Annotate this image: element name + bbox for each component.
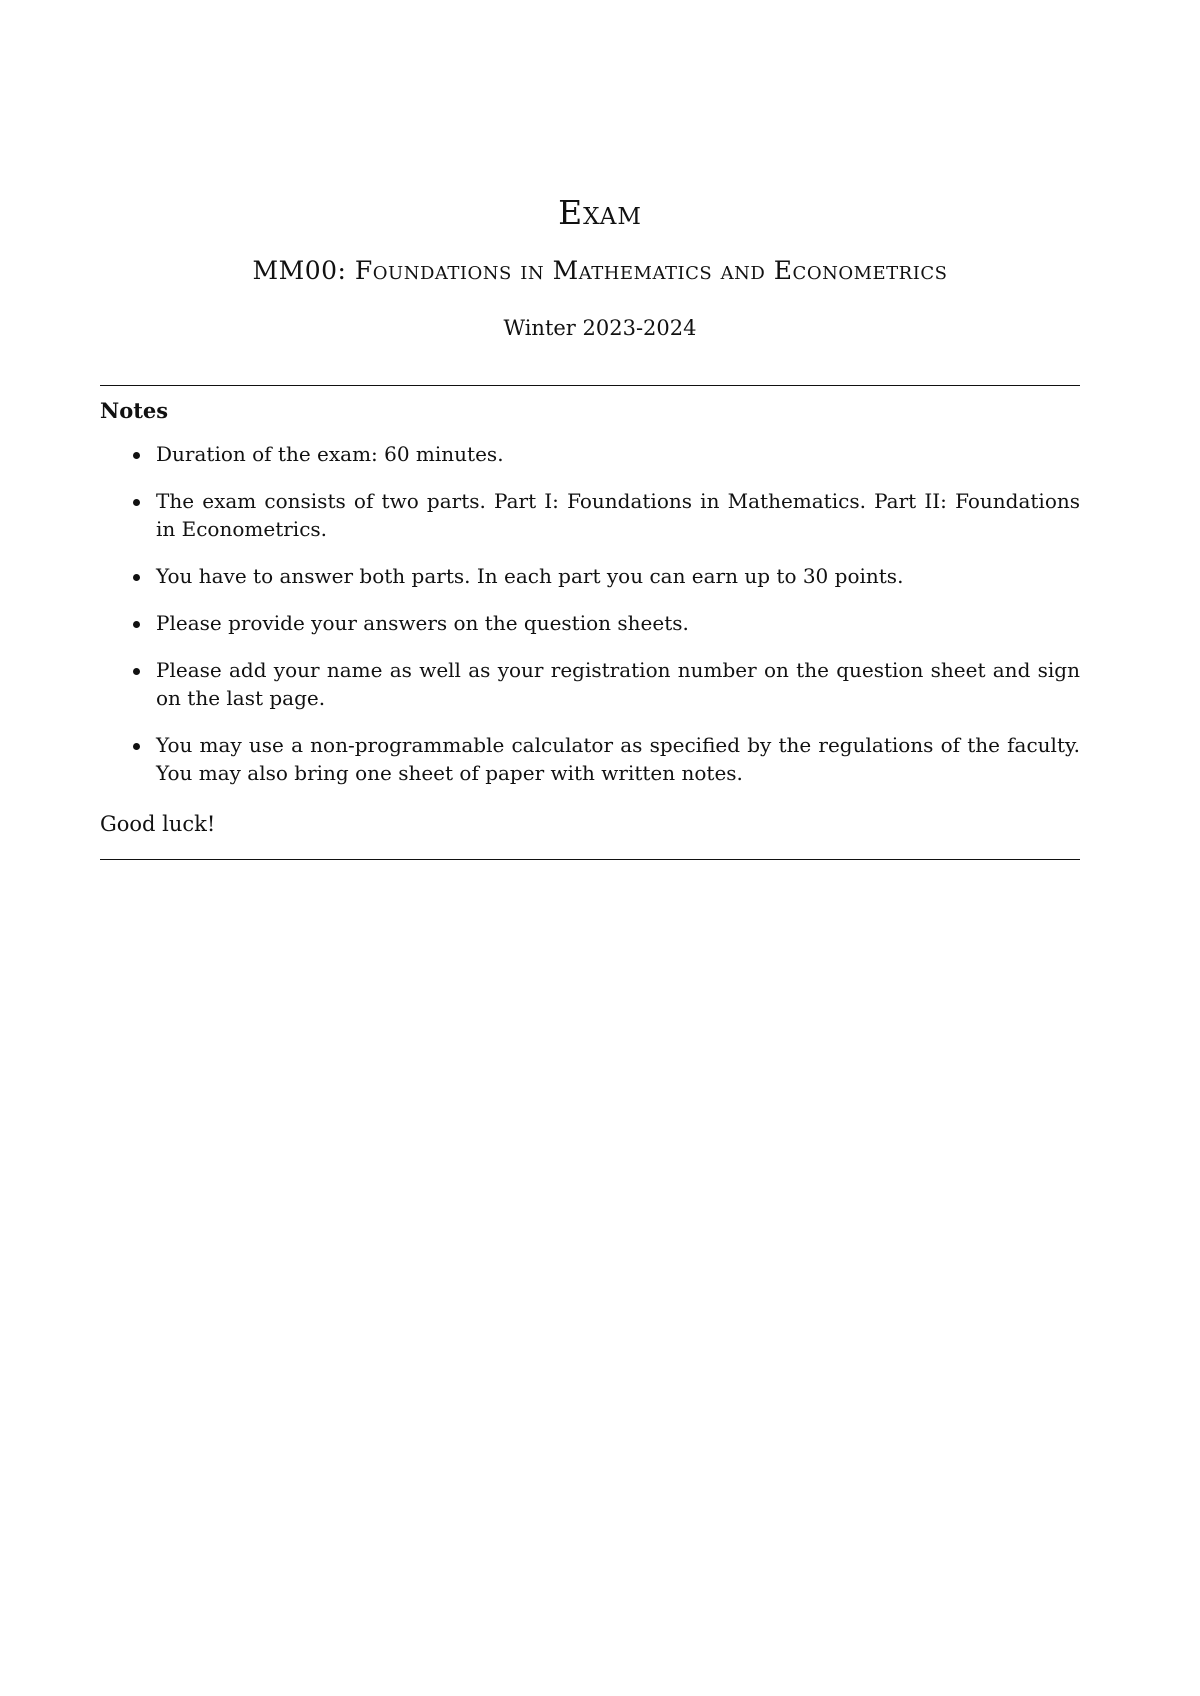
note-item bbox=[100, 440, 1080, 468]
bullet-icon bbox=[133, 452, 140, 459]
note-text: The exam consists of two parts. Part I: Foundations in Mathematics. Part II: Foundations in Econometrics. bbox=[156, 489, 1080, 541]
top-horizontal-rule bbox=[100, 385, 1080, 386]
note-item bbox=[100, 609, 1080, 637]
notes-heading: Notes bbox=[100, 398, 169, 423]
bottom-horizontal-rule bbox=[100, 859, 1080, 860]
note-item bbox=[100, 656, 1080, 712]
note-text: You may use a non-programmable calculator as specified by the regulations of the faculty. You may also bring one sheet of paper with written notes. bbox=[156, 733, 1080, 785]
bullet-icon bbox=[133, 574, 140, 581]
note-item bbox=[100, 731, 1080, 787]
bullet-icon bbox=[133, 743, 140, 750]
note-text: Duration of the exam: 60 minutes. bbox=[156, 442, 504, 466]
bullet-icon bbox=[133, 621, 140, 628]
exam-term: Winter 2023-2024 bbox=[503, 316, 697, 340]
closing-remark: Good luck! bbox=[100, 812, 216, 836]
exam-title: Exam bbox=[558, 193, 642, 232]
bullet-icon bbox=[133, 668, 140, 675]
note-text: Please provide your answers on the question sheets. bbox=[156, 611, 689, 635]
note-text: Please add your name as well as your registration number on the question sheet and sign on the last page. bbox=[156, 658, 1080, 710]
notes-list bbox=[100, 440, 1080, 806]
bullet-icon bbox=[133, 499, 140, 506]
course-title: MM00: Foundations in Mathematics and Econometrics bbox=[252, 256, 948, 285]
note-item bbox=[100, 562, 1080, 590]
note-item bbox=[100, 487, 1080, 543]
note-text: You have to answer both parts. In each part you can earn up to 30 points. bbox=[156, 564, 904, 588]
